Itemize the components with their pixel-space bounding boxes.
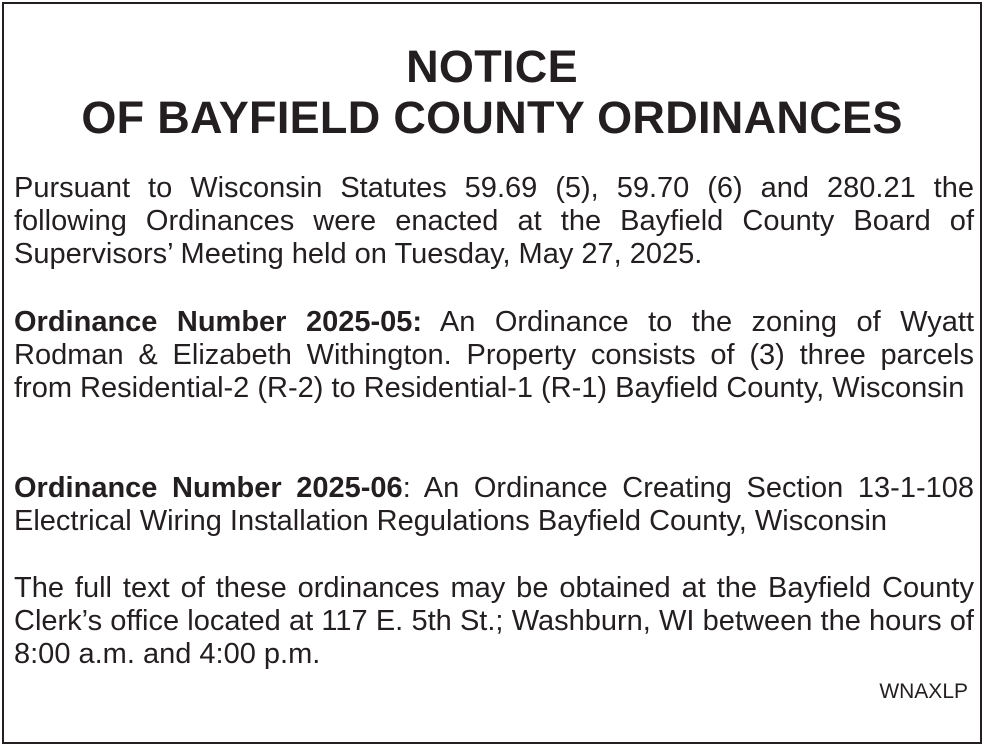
notice-subtitle: OF BAYFIELD COUNTY ORDINANCES bbox=[81, 92, 903, 143]
ordinance-description: : An Ordinance Creating Section 13-1-108 Electrical Wiring Installation Regulations Bayfield County, Wisconsin bbox=[14, 472, 974, 537]
closing-paragraph: The full text of these ordinances may be obtained at the Bayfield County Clerk’s office located at 117 E. 5th St.; Washburn, WI between the hours of 8:00 a.m. and 4:00 p.m. bbox=[14, 572, 974, 670]
intro-paragraph: Pursuant to Wisconsin Statutes 59.69 (5), 59.70 (6) and 280.21 the following Ordinances were enacted at the Bayfield County Board of Supervisors’ Meeting held on Tuesday, May 27, 2025. bbox=[14, 172, 974, 270]
ordinance-2025-05 bbox=[14, 306, 974, 405]
ordinance-number-label: Ordinance Number 2025-05: bbox=[14, 306, 423, 338]
ordinance-description: An Ordinance to the zoning of Wyatt Rodman & Elizabeth Withington. Property consists of (3) three parcels from Residential-2 (R-2) to Residential-1 (R-1) Bayfield County, Wisconsin bbox=[14, 306, 974, 404]
ordinance-number-label: Ordinance Number 2025-06 bbox=[14, 472, 403, 504]
ordinance-2025-06 bbox=[14, 472, 974, 538]
legal-notice bbox=[2, 2, 982, 744]
notice-title: NOTICE bbox=[406, 41, 578, 92]
publication-code: WNAXLP bbox=[879, 680, 968, 703]
